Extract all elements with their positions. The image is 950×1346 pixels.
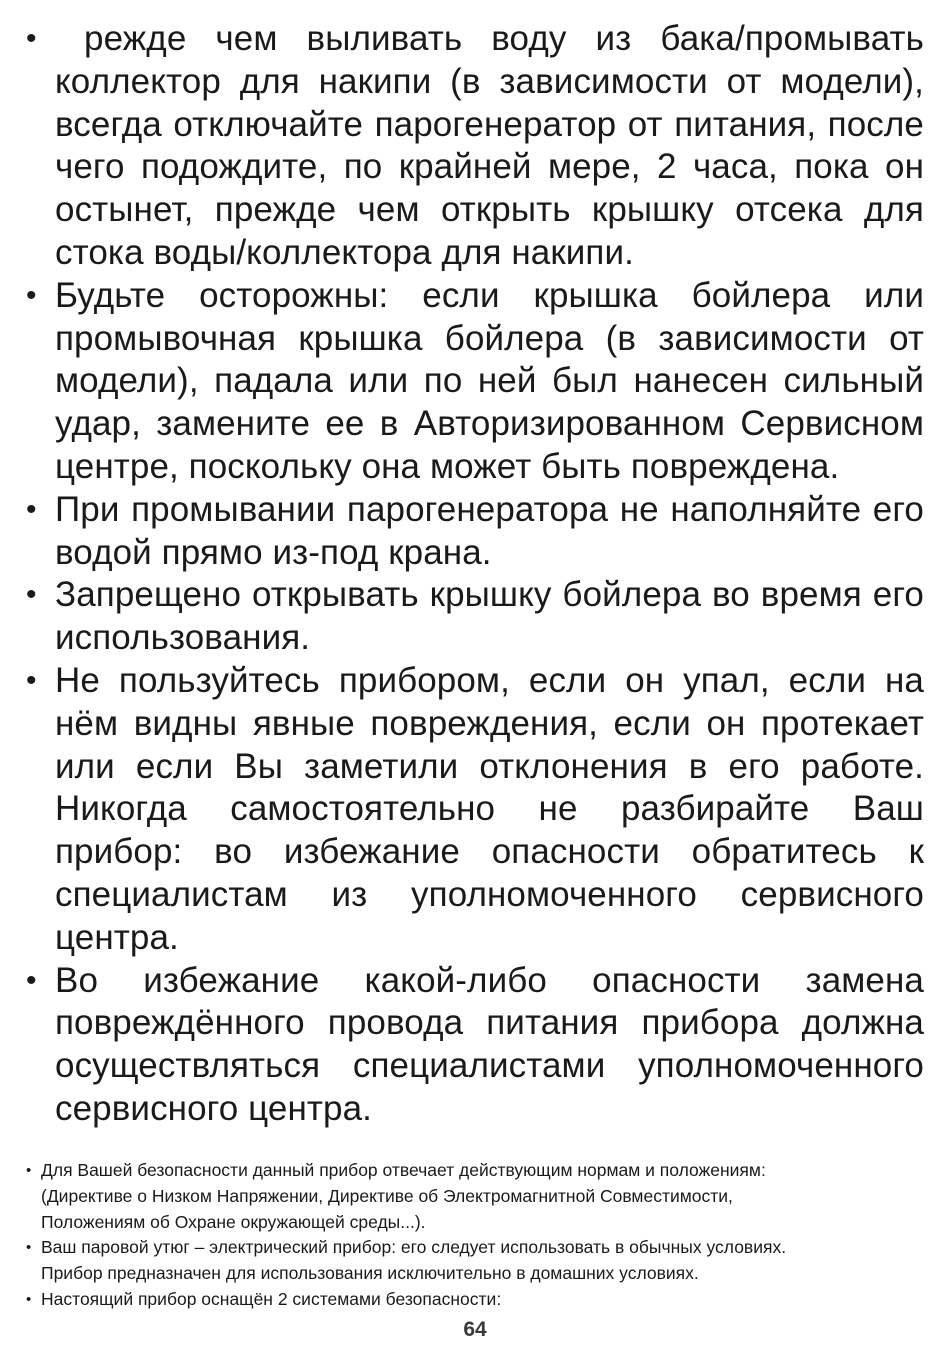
warning-list [26, 18, 924, 1131]
warning-item [26, 275, 924, 489]
warning-text: При промывании парогенератора не наполняйте его водой прямо из-под крана. [55, 489, 924, 572]
safety-note-line: Настоящий прибор оснащён 2 системами безопасности: [41, 1288, 502, 1309]
warning-item [26, 18, 924, 275]
safety-note-line: Для Вашей безопасности данный прибор отвечает действующим нормам и положениям: [41, 1160, 766, 1180]
bullet-icon: • [26, 1162, 32, 1179]
warning-text: Во избежание какой-либо опасности замена повреждённого провода питания прибора должна осуществляться специалистами уполномоченного сервисного центра. [55, 960, 924, 1128]
warning-text: режде чем выливать воду из бака/промывать коллектор для накипи (в зависимости от модели), всегда отключайте парогенератор от питания, после чего подождите, по крайней мере, 2 часа, пока он остынет, прежде чем открыть крышку отсека для стока воды/коллектора для накипи. [55, 19, 924, 272]
safety-note-line: Положениям об Охране окружающей среды...). [41, 1211, 426, 1232]
bullet-icon: • [26, 963, 37, 997]
safety-note-line: Ваш паровой утюг – электрический прибор: его следует использовать в обычных условиях. [41, 1237, 787, 1258]
bullet-icon: • [26, 1290, 32, 1308]
warning-item [26, 960, 924, 1131]
warning-item [26, 660, 924, 960]
safety-note-line: Прибор предназначен для использования исключительно в домашних условиях. [41, 1263, 699, 1284]
page-number: 64 [463, 1318, 487, 1341]
warning-item [26, 574, 924, 660]
safety-notes-list [26, 1158, 906, 1313]
bullet-icon: • [26, 278, 37, 312]
bullet-icon: • [26, 1239, 32, 1257]
safety-note-item [26, 1287, 906, 1313]
bullet-icon: • [26, 492, 37, 526]
safety-note-line: (Директиве о Низком Напряжении, Директиве об Электромагнитной Совместимости, [41, 1185, 733, 1206]
bullet-icon: • [26, 578, 37, 612]
warning-text: Не пользуйтесь прибором, если он упал, если на нём видны явные повреждения, если он протекает или если Вы заметили отклонения в его работе. Никогда самостоятельно не разбирайте Ваш прибор: во избежание опасности обратитесь к специалистам из уполномоченного сервисного центра. [55, 660, 924, 957]
safety-note-item [26, 1235, 906, 1287]
bullet-icon: • [26, 663, 37, 697]
safety-instructions-page [26, 18, 924, 1131]
warning-item [26, 489, 924, 575]
warning-text: Запрещено открывать крышку бойлера во время его использования. [55, 575, 924, 658]
warning-text: Будьте осторожны: если крышка бойлера или промывочная крышка бойлера (в зависимости от модели), падала или по ней был нанесен сильный удар, замените ее в Авторизированном Сервисном центре, поскольку она может быть повреждена. [55, 275, 924, 486]
bullet-icon: • [26, 22, 37, 55]
safety-note-item [26, 1158, 906, 1235]
